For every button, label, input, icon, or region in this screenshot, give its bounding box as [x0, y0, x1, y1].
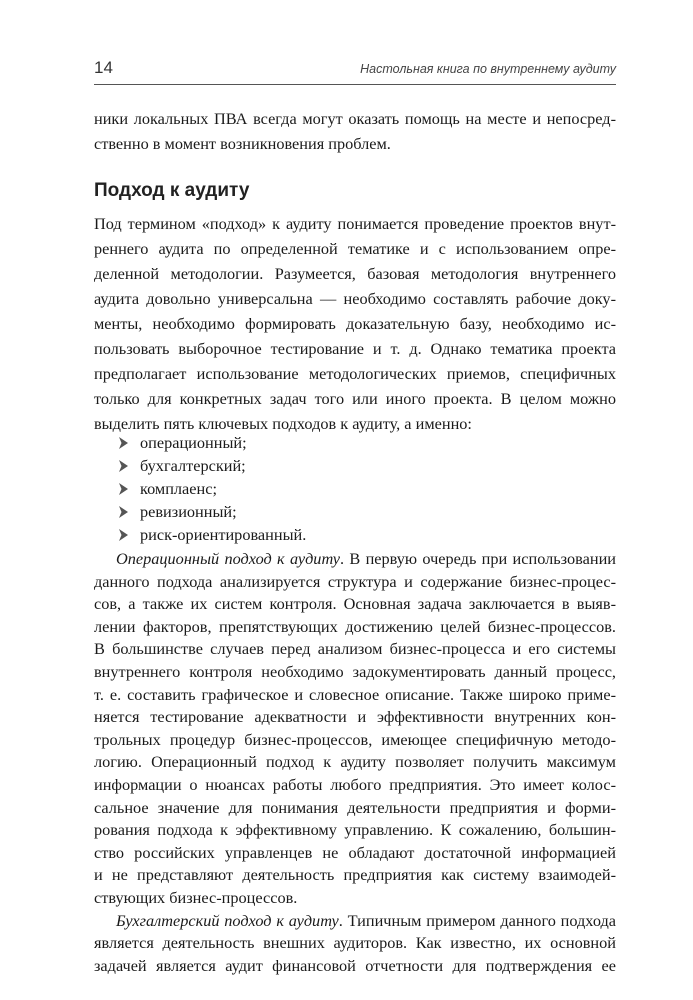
paragraph-line: Операционный подход к аудиту. В первую очередь при использовании — [116, 549, 616, 568]
paragraph-line: только для конкретных задач того или иного проекта. В целом можно — [94, 389, 616, 408]
list-item: ревизионный; — [140, 502, 237, 521]
paragraph-line: аудита довольно универсальна — необходимо составлять рабочие доку- — [94, 289, 616, 308]
list-item: комплаенс; — [140, 479, 217, 498]
paragraph-line: пользовать выборочное тестирование и т. д. Однако тематика проекта — [94, 339, 616, 358]
paragraph-line: и не представляют деятельность предприятия как систему взаимодей- — [94, 865, 616, 885]
paragraph-line: информации о нюансах работы любого предприятия. Это имеет колос- — [94, 775, 616, 794]
paragraph-line: менты, необходимо формировать доказательную базу, необходимо ис- — [94, 314, 616, 333]
paragraph-line: логию. Операционный подход к аудиту позволяет получить максимум — [94, 752, 616, 772]
intro-line: ники локальных ПВА всегда могут оказать помощь на месте и непосред- — [94, 109, 616, 128]
paragraph-line: является деятельность внешних аудиторов. Как известно, их основной — [94, 933, 616, 953]
paragraph-line: В большинстве случаев перед анализом бизнес-процесса и его системы — [94, 639, 616, 659]
paragraph-line: ство российских управленцев не обладают достаточной информацией — [94, 842, 616, 862]
page-number: 14 — [94, 58, 113, 77]
paragraph-line: предполагает использование методологических приемов, специфичных — [94, 364, 616, 383]
paragraph-line: ствующих бизнес-процессов. — [94, 888, 298, 907]
operational-lead: Операционный подход к аудиту — [116, 549, 341, 568]
paragraph-line: задачей является аудит финансовой отчетности для подтверждения ее — [94, 955, 616, 975]
paragraph-line: сальное значение для понимания деятельности предприятия и форми- — [94, 797, 616, 817]
intro-line: ственно в момент возникновения проблем. — [94, 134, 391, 153]
paragraph-line: Под термином «подход» к аудиту понимается проведение проектов внут- — [94, 214, 616, 233]
section-heading: Подход к аудиту — [94, 180, 250, 201]
paragraph-line: данного подхода анализируется структура и содержание бизнес-процес- — [94, 571, 616, 591]
paragraph-line: выделить пять ключевых подходов к аудиту, а именно: — [94, 414, 472, 433]
paragraph-line: внутреннего контроля необходимо задокументировать данный процесс, — [94, 662, 616, 681]
paragraph-line: Бухгалтерский подход к аудиту. Типичным примером данного подхода — [116, 910, 617, 930]
paragraph-line: няется тестирование адекватности и эффективности внутренних кон- — [94, 707, 616, 727]
list-item: бухгалтерский; — [140, 456, 246, 475]
book-title: Настольная книга по внутреннему аудиту — [360, 62, 616, 76]
paragraph-line: реннего аудита по определенной тематике и с использованием опре- — [94, 239, 616, 258]
paragraph-line: сов, а также их систем контроля. Основная задача заключается в выяв- — [94, 594, 616, 614]
list-item: операционный; — [140, 433, 247, 452]
list-item: риск-ориентированный. — [140, 525, 307, 544]
paragraph-line: деленной методологии. Разумеется, базовая методология внутреннего — [94, 264, 616, 283]
paragraph-line: лении факторов, препятствующих достижению целей бизнес-процессов. — [94, 616, 616, 636]
paragraph-line: рования подхода к эффективному управлению. К сожалению, большин- — [94, 820, 616, 840]
accounting-lead: Бухгалтерский подход к аудиту — [116, 910, 339, 930]
paragraph-line: т. е. составить графическое и словесное описание. Также широко приме- — [94, 684, 616, 704]
paragraph-line: трольных процедур бизнес-процессов, имеющее специфичную методо- — [94, 729, 616, 749]
